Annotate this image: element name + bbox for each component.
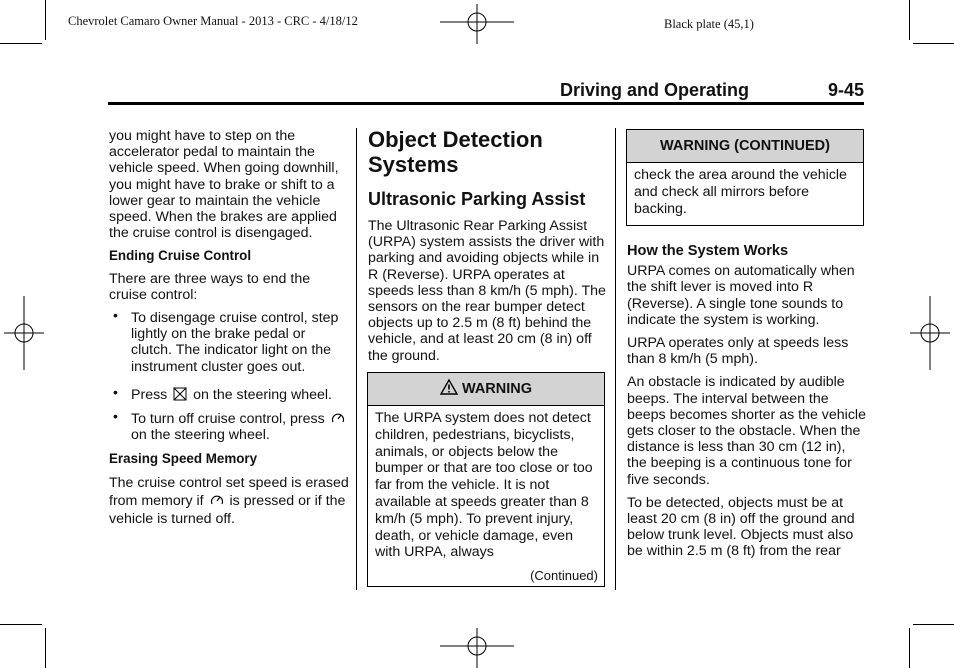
erasing-text-pre: The cruise control set speed is erased from memory if <box>109 474 349 509</box>
registration-mark-top <box>440 4 514 44</box>
crop-mark <box>0 43 42 44</box>
crop-mark <box>913 624 954 625</box>
warning-continued-box <box>626 129 864 226</box>
bullet: • <box>113 307 118 324</box>
erasing-paragraph <box>109 474 349 528</box>
crop-mark <box>909 628 910 668</box>
bullet: • <box>113 383 118 400</box>
paragraph: URPA comes on automatically when the shift lever is moved into R (Reverse). A single tone sounds to indicate the system is working. <box>627 263 855 328</box>
crop-mark <box>45 628 46 668</box>
section-header <box>560 80 864 101</box>
cancel-cruise-icon <box>173 387 187 401</box>
ending-intro: There are three ways to end the cruise control: <box>109 270 311 303</box>
page-number: 9-45 <box>827 80 864 100</box>
paragraph: URPA operates only at speeds less than 8 km/h (5 mph). <box>627 335 849 368</box>
bullet-text-post: on the steering wheel. <box>131 427 270 444</box>
page-title: Object Detection Systems <box>368 127 543 177</box>
crop-mark <box>45 0 46 40</box>
paragraph: To be detected, objects must be at least 20 cm (8 in) off the ground and below trunk level. Objects must also be within 2.5 m (8 ft) from the rear <box>627 494 855 560</box>
warning-text: The URPA system does not detect children, pedestrians, bicyclists, animals, or objects below the bumper or that are too close or too far from the vehicle. It is not available at speeds greater than 8 km/h (5 mph). To prevent injury, death, or vehicle damage, even with URPA, always <box>375 410 593 561</box>
how-it-works-heading: How the System Works <box>627 243 789 259</box>
continued-label: (Continued) <box>530 568 598 583</box>
section-title: Driving and Operating <box>560 80 750 100</box>
plate-header-right: Black plate (45,1) <box>664 17 754 31</box>
warning-continued-text: check the area around the vehicle and check all mirrors before backing. <box>634 167 847 217</box>
header-rule <box>108 102 864 105</box>
bullet: • <box>113 408 118 425</box>
column-1 <box>109 128 349 535</box>
ending-cruise-heading: Ending Cruise Control <box>109 248 252 264</box>
warning-header <box>368 373 604 406</box>
intro-paragraph: you might have to step on the accelerator pedal to maintain the vehicle speed. When going downhill, you might have to brake or shift to a lower gear to maintain the vehicle speed. When the brakes are applied the cruise control is disengaged. <box>109 128 339 242</box>
warning-continued-header: WARNING (CONTINUED) <box>627 130 863 163</box>
column-divider <box>356 128 357 590</box>
crop-mark <box>909 0 910 40</box>
warning-triangle-icon <box>440 379 458 395</box>
bullet-text-pre: Press <box>131 386 168 403</box>
subsection-title: Ultrasonic Parking Assist <box>368 189 586 209</box>
cruise-control-icon <box>210 493 224 507</box>
warning-label: WARNING <box>461 381 533 397</box>
column-2 <box>368 127 606 371</box>
list-item <box>109 307 349 375</box>
paragraph: An obstacle is indicated by audible beeps. The interval between the beeps becomes shorter as the vehicle gets closer to the obstacle. When the distance is less than 30 cm (12 in), the beeping is a continuous tone for five seconds. <box>627 374 866 488</box>
erasing-memory-heading: Erasing Speed Memory <box>109 451 258 467</box>
registration-mark-bottom <box>440 628 514 668</box>
bullet-text-post: on the steering wheel. <box>193 386 332 403</box>
list-item <box>109 383 349 403</box>
registration-mark-right <box>910 296 950 370</box>
bullet-text: To disengage cruise control, step lightly on the brake pedal or clutch. The indicator light on the instrument cluster goes out. <box>131 310 339 375</box>
urpa-paragraph: The Ultrasonic Rear Parking Assist (URPA) system assists the driver with parking and avoiding objects while in R (Reverse). URPA operates at speeds less than 8 km/h (5 mph). The sensors on the rear bumper detect objects up to 2.5 m (8 ft) behind the vehicle, and at least 20 cm (8 in) off the ground. <box>368 218 606 364</box>
registration-mark-left <box>4 296 44 370</box>
plate-header-left: Chevrolet Camaro Owner Manual - 2013 - CRC - 4/18/12 <box>68 14 358 28</box>
crop-mark <box>0 624 42 625</box>
column-divider <box>615 128 616 590</box>
bullet-text-pre: To turn off cruise control, press <box>131 411 325 428</box>
crop-mark <box>913 43 954 44</box>
cruise-control-icon <box>331 411 345 425</box>
list-item <box>109 408 349 444</box>
warning-box <box>367 372 605 587</box>
column-3 <box>627 243 867 567</box>
erasing-text-post: is pressed or if the vehicle is turned off. <box>109 492 346 527</box>
